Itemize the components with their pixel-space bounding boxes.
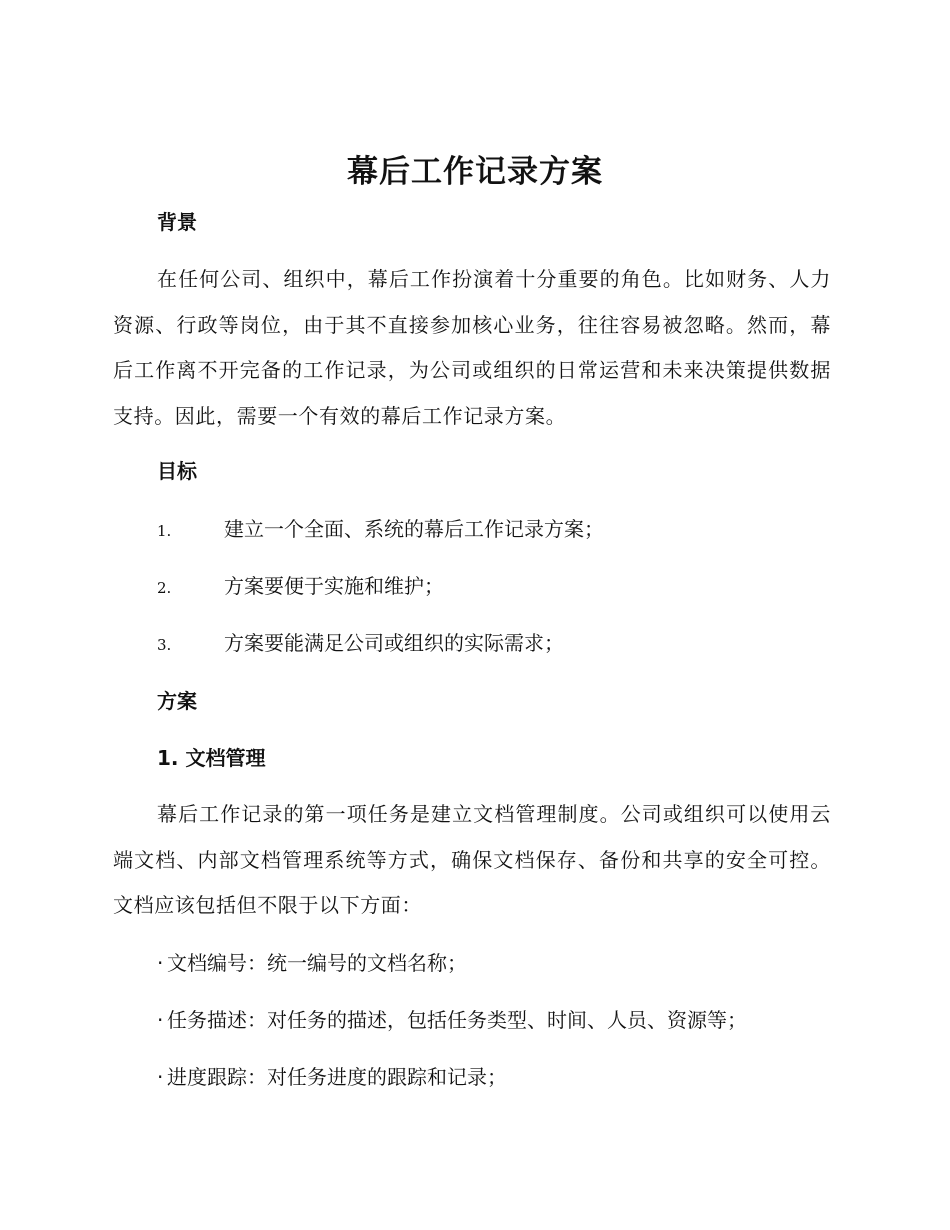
list-item-text: 方案要能满足公司或组织的实际需求； [224,631,564,655]
bullet-item-3 [157,1063,507,1091]
list-item-text: 建立一个全面、系统的幕后工作记录方案； [224,517,604,541]
bullet-text: 任务描述：对任务的描述，包括任务类型、时间、人员、资源等； [167,1008,747,1032]
bullet-symbol: · [157,1065,164,1089]
bullet-text: 文档编号：统一编号的文档名称； [167,951,467,975]
list-number: 2. [157,579,172,597]
bullet-symbol: · [157,1008,164,1032]
list-item-goal-1 [157,515,604,545]
bullet-symbol: · [157,951,164,975]
list-item-goal-2 [157,572,444,602]
paragraph-document-management: 幕后工作记录的第一项任务是建立文档管理制度。公司或组织可以使用云端文档、内部文档管理系统等方式，确保文档保存、备份和共享的安全可控。文档应该包括但不限于以下方面： [113,802,831,917]
bullet-item-2 [157,1006,747,1034]
heading-goals: 目标 [157,459,197,483]
paragraph-background: 在任何公司、组织中，幕后工作扮演着十分重要的角色。比如财务、人力资源、行政等岗位，由于其不直接参加核心业务，往往容易被忽略。然而，幕后工作离不开完备的工作记录，为公司或组织的日常运营和未来决策提供数据支持。因此，需要一个有效的幕后工作记录方案。 [113,267,831,428]
list-number: 1. [157,522,172,540]
list-item-goal-3 [157,629,564,659]
document-title: 幕后工作记录方案 [347,154,603,190]
bullet-item-1 [157,949,467,977]
heading-background: 背景 [157,210,197,234]
heading-plan: 方案 [157,689,197,713]
list-item-text: 方案要便于实施和维护； [224,574,444,598]
subheading-document-management: 1. 文档管理 [157,746,266,770]
bullet-text: 进度跟踪：对任务进度的跟踪和记录； [167,1065,507,1089]
list-number: 3. [157,636,172,654]
